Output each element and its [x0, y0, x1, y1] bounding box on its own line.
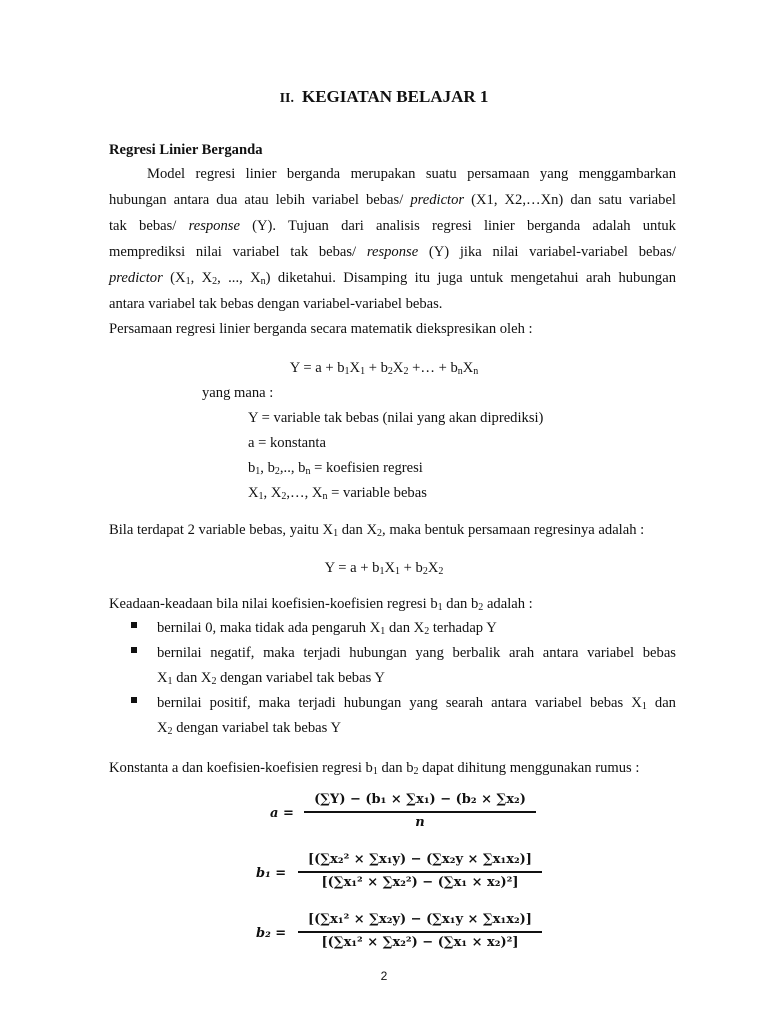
formula-b1-denominator: [(∑x₁² × ∑x₂²) − (∑x₁ × x₂)²] [321, 875, 519, 890]
where-label: yang mana : [202, 385, 274, 401]
general-equation: $Y = a + b_1X_1 + b_2X_2$ +… + $b_nX_n$ [289, 360, 479, 377]
conditions-intro: Keadaan-keadaan bila nilai koefisien-koefisien regresi $b_1$ dan $b_2$ adalah : [109, 596, 533, 613]
equation-intro: Persamaan regresi linier berganda secara matematik diekspresikan oleh : [109, 321, 533, 337]
formula-b2-denominator: [(∑x₁² × ∑x₂²) − (∑x₁ × x₂)²] [321, 935, 519, 950]
bullet-marker [131, 697, 137, 703]
two-variable-text: Bila terdapat 2 variable bebas, yaitu $X_1$ dan $X_2$, maka bentuk persamaan regresinya adalah : [109, 522, 645, 539]
formula-b1-numerator: [(∑x₂² × ∑x₁y) − (∑x₂y × ∑x₁x₂)] [308, 852, 532, 867]
bullet-marker [131, 622, 137, 628]
formula-intro: Konstanta a dan koefisien-koefisien regresi $b_1$ dan $b_2$ dapat dihitung menggunakan rumus : [109, 760, 640, 777]
bullet-negative-line1: bernilai negatif, maka terjadi hubungan yang berbalik arah antara variabel bebas [157, 645, 676, 661]
formula-b1 [256, 850, 546, 894]
bullet-zero: bernilai 0, maka tidak ada pengaruh $X_1$ dan $X_2$ terhadap Y [157, 620, 497, 637]
definition-a: a = konstanta [248, 435, 326, 451]
definition-b: $b_1$, $b_2$,.., $b_n$ = koefisien regresi [248, 460, 423, 477]
definition-x: $X_1$, $X_2,\dots$, $X_n$ = variable bebas [248, 485, 427, 502]
bullet-positive-line2: $X_2$ dengan variabel tak bebas Y [157, 720, 341, 737]
paragraph1-line3: tak bebas/ response (Y). Tujuan dari analisis regresi linier berganda adalah untuk [109, 218, 676, 234]
bullet-negative-line2: $X_1$ dan $X_2$ dengan variabel tak bebas Y [157, 670, 385, 687]
paragraph1-line6: antara variabel tak bebas dengan variabel-variabel bebas. [109, 296, 443, 312]
bullet-positive-line1: bernilai positif, maka terjadi hubungan yang searah antara variabel bebas $X_1$ dan [157, 695, 676, 712]
paragraph1-line4: memprediksi nilai variabel tak bebas/ response (Y) jika nilai variabel-variabel bebas/ [109, 244, 676, 260]
definition-y: Y = variable tak bebas (nilai yang akan diprediksi) [248, 410, 544, 426]
two-variable-equation: $Y = a + b_1X_1 + b_2X_2$ [324, 560, 444, 577]
page-title [0, 84, 768, 112]
formula-a [270, 790, 540, 834]
formula-b2 [256, 910, 546, 954]
chapter-title: KEGIATAN BELAJAR 1 [302, 87, 489, 106]
formula-a-lhs: a = [270, 806, 294, 821]
formula-a-numerator: (∑Y) − (b₁ × ∑x₁) − (b₂ × ∑x₂) [314, 792, 526, 807]
page-number: 2 [380, 969, 388, 983]
bullet-marker [131, 647, 137, 653]
section-heading: Regresi Linier Berganda [109, 142, 263, 158]
formula-b1-lhs: b₁ = [256, 866, 287, 881]
paragraph1-line2: hubungan antara dua atau lebih variabel bebas/ predictor (X1, X2,…Xn) dan satu variabel [109, 192, 676, 208]
formula-b2-lhs: b₂ = [256, 926, 287, 941]
formula-b2-numerator: [(∑x₁² × ∑x₂y) − (∑x₁y × ∑x₁x₂)] [308, 912, 532, 927]
formula-a-denominator: n [415, 815, 425, 830]
paragraph1-line1: Model regresi linier berganda merupakan suatu persamaan yang menggambarkan [147, 166, 676, 182]
paragraph1-line5: predictor ($X_1$, $X_2$, ..., $X_n$) diketahui. Disamping itu juga untuk mengetahui arah hubungan [109, 270, 676, 287]
chapter-number: II. [279, 91, 294, 106]
